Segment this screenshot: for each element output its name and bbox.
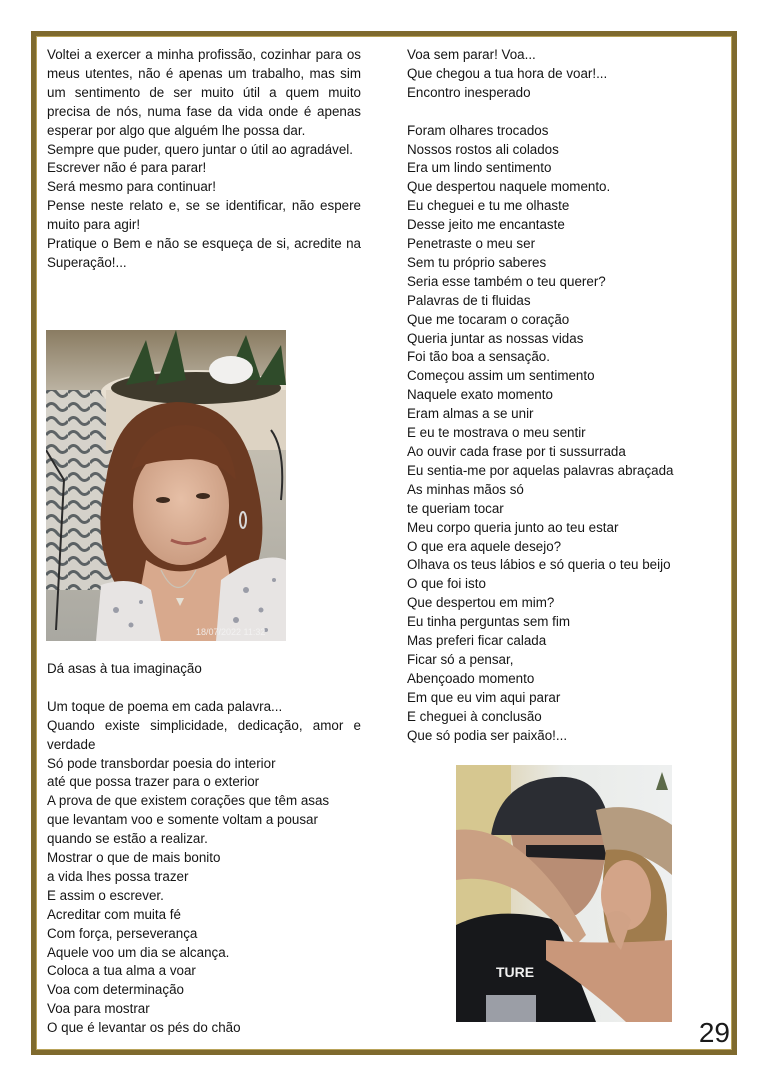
poem-line: Ficar só a pensar, [407, 651, 514, 667]
portrait-photo-illustration [46, 330, 286, 641]
poem-line: Que me tocaram o coração [407, 311, 570, 327]
poem-line: Foram olhares trocados [407, 122, 549, 138]
poem-title-encontro: Encontro inesperado [407, 84, 531, 100]
poem-line: Que só podia ser paixão!... [407, 727, 568, 743]
portrait-photo-woman [46, 330, 286, 641]
poem-line: Naquele exato momento [407, 387, 553, 403]
poem-line: Mas preferi ficar calada [407, 633, 547, 649]
right-column [407, 46, 707, 746]
poem-line: Desse jeito me encantaste [407, 217, 565, 233]
poem-line: Acreditar com muita fé [47, 906, 181, 922]
poem-line: até que possa trazer para o exterior [47, 774, 260, 790]
left-column [47, 46, 361, 273]
photo-timestamp-overlay: 18/07/2022 11:32 [196, 627, 266, 637]
poem-line: Meu corpo queria junto ao teu estar [407, 519, 619, 535]
poem-line: Mostrar o que de mais bonito [47, 850, 221, 866]
page-number: 29 [698, 1017, 730, 1048]
poem-line: Com força, perseverança [47, 925, 198, 941]
encontro-poem-lines [407, 122, 707, 746]
couple-photo [456, 765, 672, 1022]
shirt-print-text: TURE [496, 964, 535, 980]
poem-line: E assim o escrever. [47, 887, 164, 903]
poem-line: O que é levantar os pés do chão [47, 1020, 241, 1036]
poem-line: Nossos rostos ali colados [407, 141, 559, 157]
poem-line: Voa com determinação [47, 982, 184, 998]
poem-line: Eu tinha perguntas sem fim [407, 614, 571, 630]
paragraph-superacao: Pratique o Bem e não se esqueça de si, acredite na Superação!... [47, 236, 361, 270]
text-line: Que chegou a tua hora de voar!... [407, 65, 608, 81]
poem-line: te queriam tocar [407, 500, 504, 516]
poem-line: Em que eu vim aqui parar [407, 689, 561, 705]
poem-line: As minhas mãos só [407, 481, 524, 497]
poem-line: Abençoado momento [407, 670, 535, 686]
poem-line: Aquele voo um dia se alcança. [47, 944, 230, 960]
poem-line: Coloca a tua alma a voar [47, 963, 196, 979]
blank-line [407, 103, 707, 122]
poem-line: Que despertou naquele momento. [407, 179, 611, 195]
poem-line: A prova de que existem corações que têm asas [47, 793, 330, 809]
poem-line: O que era aquele desejo? [407, 538, 562, 554]
poem-line: Um toque de poema em cada palavra... [47, 698, 283, 714]
poem-line: Era um lindo sentimento [407, 160, 552, 176]
poem-line: O que foi isto [407, 576, 486, 592]
poem-line: a vida lhes possa trazer [47, 868, 189, 884]
poem-line: Olhava os teus lábios e só queria o teu beijo [407, 557, 671, 573]
intro-paragraph: Voltei a exercer a minha profissão, cozinhar para os meus utentes, não é apenas um trabalho, mas sim um sentimento de ser muito útil a quem muito precisa de nós, numa fase da vida onde é apenas esperar por algo que alguém lhe possa dar. [47, 47, 361, 138]
poem-line: Eram almas a se unir [407, 406, 534, 422]
poem-line-justified: Quando existe simplicidade, dedicação, amor e verdade [47, 717, 361, 752]
poem-line: E cheguei à conclusão [407, 708, 542, 724]
poem-line: Voa para mostrar [47, 1001, 150, 1017]
poem-line: Só pode transbordar poesia do interior [47, 755, 276, 771]
poem-line: quando se estão a realizar. [47, 831, 208, 847]
poem-line: Palavras de ti fluidas [407, 292, 531, 308]
paragraph-reflect: Pense neste relato e, se se identificar, não espere muito para agir! [47, 198, 361, 233]
poem-line: Sem tu próprio saberes [407, 254, 547, 270]
poem-line: Começou assim um sentimento [407, 368, 595, 384]
left-poem-block [47, 660, 361, 1038]
poem-line: Foi tão boa a sensação. [407, 349, 550, 365]
blank-line [47, 679, 361, 698]
poem-line: que levantam voo e somente voltam a pousar [47, 812, 318, 828]
poem-title-da-asas: Dá asas à tua imaginação [47, 661, 202, 676]
poem-line: Eu sentia-me por aquelas palavras abraçada [407, 462, 674, 478]
poem-line: Eu cheguei e tu me olhaste [407, 198, 570, 214]
poem-line: Penetraste o meu ser [407, 236, 536, 252]
poem-line: Ao ouvir cada frase por ti sussurrada [407, 444, 626, 460]
paragraph-useful-pleasant: Sempre que puder, quero juntar o útil ao agradável. [47, 141, 353, 157]
poem-line: Que despertou em mim? [407, 595, 555, 611]
poem-line: Queria juntar as nossas vidas [407, 330, 584, 346]
poem-line: Seria esse também o teu querer? [407, 273, 606, 289]
couple-photo-illustration [456, 765, 672, 1022]
poem-line: E eu te mostrava o meu sentir [407, 425, 586, 441]
text-line: Escrever não é para parar! [47, 160, 207, 176]
text-line: Voa sem parar! Voa... [407, 47, 536, 62]
text-line: Será mesmo para continuar! [47, 179, 216, 195]
